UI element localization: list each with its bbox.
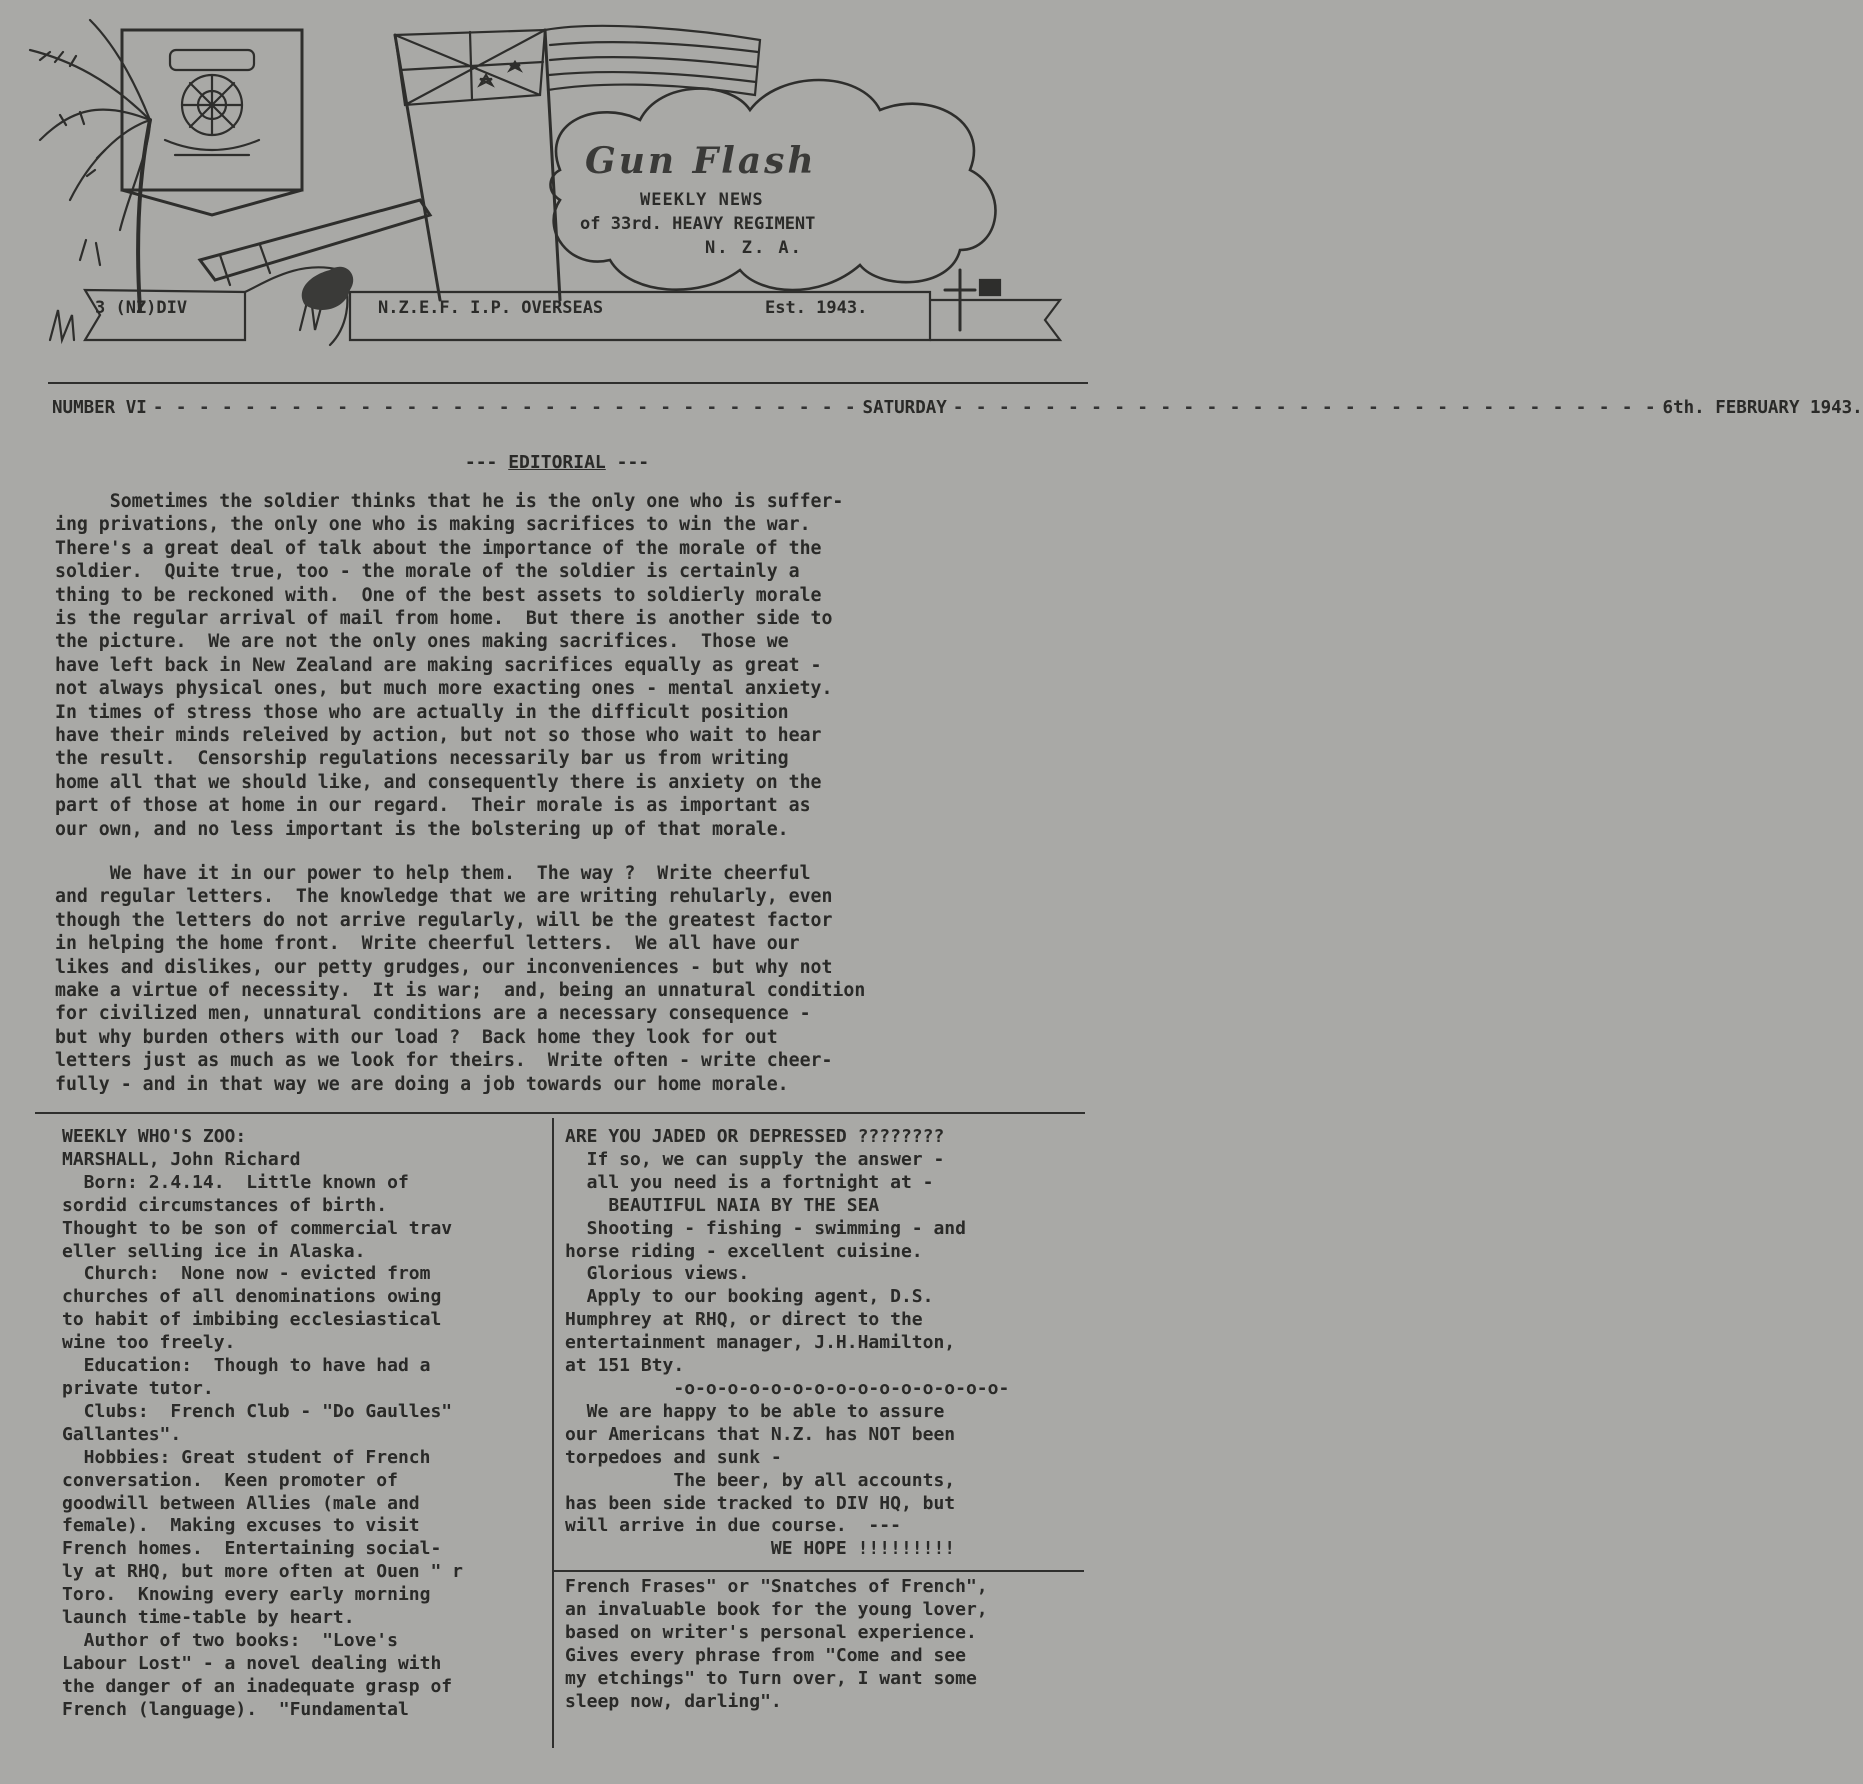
- right-column-rule: [554, 1570, 1084, 1572]
- jaded-advert-column: ARE YOU JADED OR DEPRESSED ???????? If so, we can supply the answer - all you need is a fortnight at - BEAUTIFUL NAIA BY THE SEA Shooting - fishing - swimming - and horse riding - excellent cuisine. Glorious views. Apply to our booking agent, D.S. Humphrey at RHQ, or direct to the entertainment manager, J.H.Hamilton, at 151 Bty. -o-o-o-o-o-o-o-o-o-o-o-o-o-o-o- We are happy to be able to assure our Americans that N.Z. has NOT been torpedoes and sunk - The beer, by all accounts, has been side tracked to DIV HQ, but will arrive in due course. --- WE HOPE !!!!!!!!!: [565, 1126, 1010, 1560]
- masthead-unit: N. Z. A.: [705, 238, 803, 258]
- issue-day: SATURDAY: [862, 398, 947, 418]
- issue-number: NUMBER VI: [52, 398, 147, 418]
- whos-zoo-column: WEEKLY WHO'S ZOO: MARSHALL, John Richard Born: 2.4.14. Little known of sordid circumstances of birth. Thought to be son of commercial trav eller selling ice in Alaska. Church: None now - evicted from churches of all denominations owing to habit of imbibing ecclesiastical wine too freely. Education: Though to have had a private tutor. Clubs: French Club - "Do Gaulles" Gallantes". Hobbies: Great student of French conversation. Keen promoter of goodwill between Allies (male and female). Making excuses to visit French homes. Entertaining social- ly at RHQ, but more often at Ouen " r Toro. Knowing every early morning launch time-table by heart. Author of two books: "Love's Labour Lost" - a novel dealing with the danger of an inadequate grasp of French (language). "Fundamental: [62, 1126, 463, 1720]
- column-divider: [552, 1118, 554, 1748]
- dateline-top-rule: [48, 382, 1088, 384]
- masthead-regiment: of 33rd. HEAVY REGIMENT: [580, 214, 816, 234]
- ribbon-nzef: N.Z.E.F. I.P. OVERSEAS: [378, 298, 604, 318]
- ribbon-division: 3 (NZ)DIV: [95, 298, 188, 318]
- editorial-paragraph-1: Sometimes the soldier thinks that he is the only one who is suffer- ing privations, the only one who is making sacrifices to win the war. There's a great deal of talk about the importance of the morale of the soldier. Quite true, too - the morale of the soldier is certainly a thing to be reckoned with. One of the best assets to soldierly morale is the regular arrival of mail from home. But there is another side to the picture. We are not the only ones making sacrifices. Those we have left back in New Zealand are making sacrifices equally as great - not always physical ones, but much more exacting ones - mental anxiety. In times of stress those who are actually in the difficult position have their minds releived by action, but not so those who wait to hear the result. Censorship regulations necessarily bar us from writing home all that we should like, and consequently there is anxiety on the part of those at home in our regard. Their morale is as important as our own, and no less important is the bolstering up of that morale.: [55, 491, 844, 840]
- editorial-title: EDITORIAL: [508, 452, 606, 473]
- editorial-paragraph-2: We have it in our power to help them. The way ? Write cheerful and regular letters. The knowledge that we are writing rehularly, even though the letters do not arrive regularly, will be the greatest factor in helping the home front. Write cheerful letters. We all have our likes and dislikes, our petty grudges, our inconveniences - but why not make a virtue of necessity. It is war; and, being an unnatural condition for civilized men, unnatural conditions are a necessary consequence - but why burden others with our load ? Back home they look for out letters just as much as we look for theirs. Write often - write cheer- fully - and in that way we are doing a job towards our home morale.: [55, 863, 866, 1095]
- paper-title: Gun Flash: [585, 140, 817, 182]
- editorial-heading: --- EDITORIAL ---: [464, 452, 650, 473]
- ribbon-established: Est. 1943.: [765, 298, 868, 318]
- masthead-subtitle: WEEKLY NEWS: [640, 190, 764, 210]
- masthead: [0, 0, 1114, 360]
- issue-date: 6th. FEBRUARY 1943.: [1662, 398, 1863, 418]
- columns-top-rule: [35, 1112, 1085, 1114]
- dateline: NUMBER VI - - - - - - - - - - - - - - - - - - - - - - - - - - - - - - - SATURDAY - - - - - - - - - - - - - - - - - - - - - - - - - - - - - - - 6th. FEBRUARY 1943.: [52, 398, 1863, 418]
- french-book-continuation: French Frases" or "Snatches of French", an invaluable book for the young lover, based on writer's personal experience. Gives every phrase from "Come and see my etchings" to Turn over, I want some sleep now, darling".: [565, 1576, 988, 1712]
